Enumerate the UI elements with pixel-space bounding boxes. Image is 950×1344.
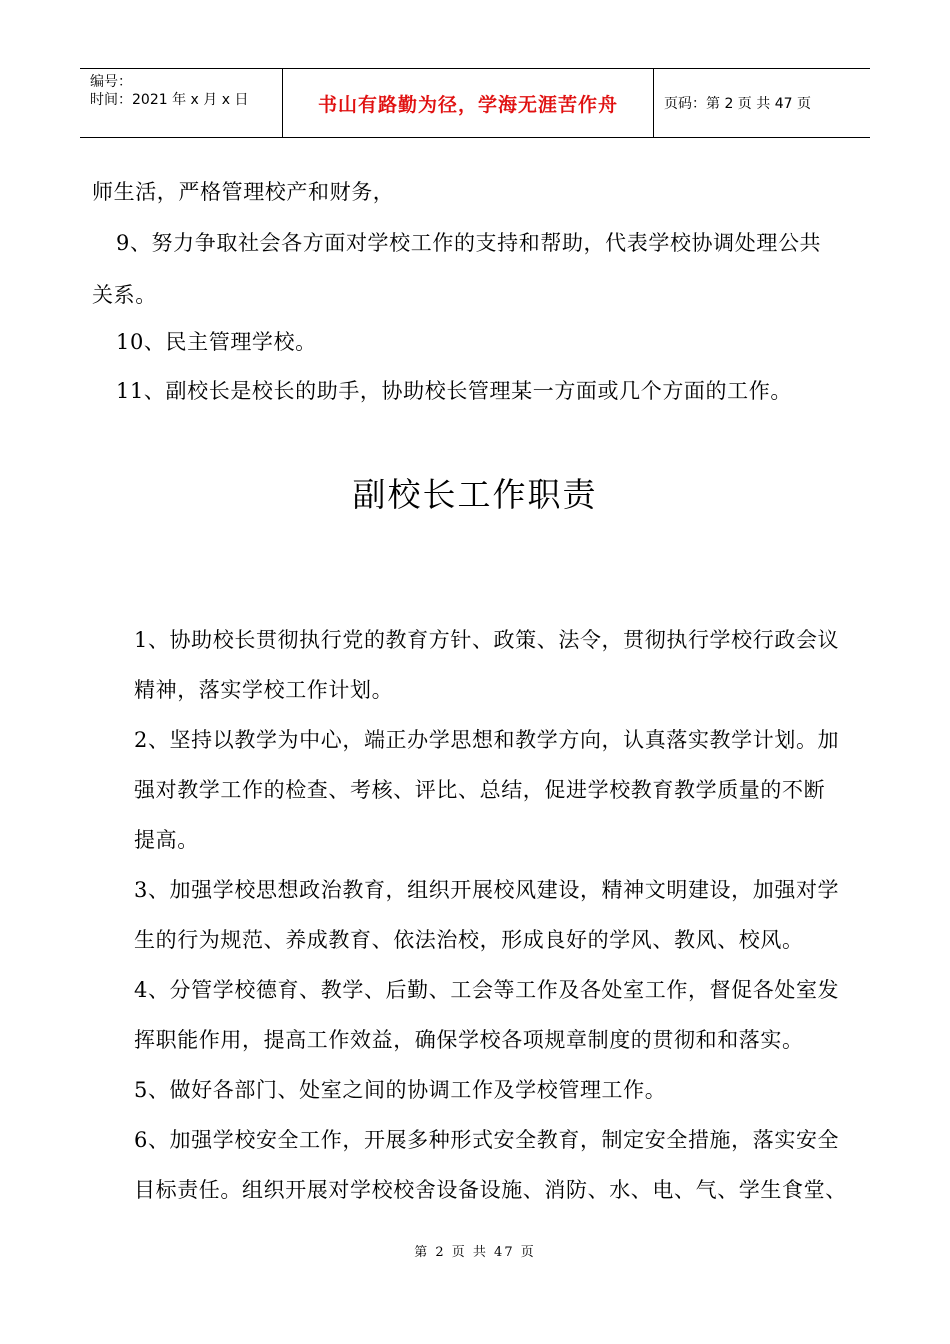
section-line: 5、做好各部门、处室之间的协调工作及学校管理工作。 <box>134 1078 667 1102</box>
document-header <box>80 68 870 138</box>
paragraph-line: 11、副校长是校长的助手，协助校长管理某一方面或几个方面的工作。 <box>116 379 792 403</box>
header-page-cell <box>654 69 870 137</box>
section-line: 2、坚持以教学为中心，端正办学思想和教学方向，认真落实教学计划。加 <box>134 728 840 752</box>
header-motto: 书山有路勤为径，学海无涯苦作舟 <box>317 93 618 116</box>
section-line: 1、协助校长贯彻执行党的教育方针、政策、法令，贯彻执行学校行政会议 <box>134 628 840 652</box>
section-line: 生的行为规范、养成教育、依法治校，形成良好的学风、教风、校风。 <box>134 928 804 952</box>
section-line: 6、加强学校安全工作，开展多种形式安全教育，制定安全措施，落实安全 <box>134 1128 840 1152</box>
paragraph-line: 9、努力争取社会各方面对学校工作的支持和帮助，代表学校协调处理公共 <box>116 231 822 255</box>
section-line: 提高。 <box>134 828 199 852</box>
section-line: 目标责任。组织开展对学校校舍设备设施、消防、水、电、气、学生食堂、 <box>134 1178 847 1202</box>
section-line: 精神，落实学校工作计划。 <box>134 678 394 702</box>
section-line: 挥职能作用，提高工作效益，确保学校各项规章制度的贯彻和和落实。 <box>134 1028 804 1052</box>
section-line: 强对教学工作的检查、考核、评比、总结，促进学校教育教学质量的不断 <box>134 778 826 802</box>
document-code-label: 编号： <box>90 74 132 90</box>
header-page-info: 页码：第 2 页 共 47 页 <box>664 96 811 112</box>
page-footer: 第 2 页 共 47 页 <box>414 1245 536 1260</box>
header-motto-cell <box>282 69 654 137</box>
section-line: 4、分管学校德育、教学、后勤、工会等工作及各处室工作，督促各处室发 <box>134 978 840 1002</box>
document-time-label: 时间：2021 年 x 月 x 日 <box>90 92 249 108</box>
paragraph-line: 关系。 <box>92 283 157 307</box>
header-meta-cell <box>80 69 282 137</box>
paragraph-line: 师生活，严格管理校产和财务， <box>92 180 395 204</box>
paragraph-line: 10、民主管理学校。 <box>116 330 317 354</box>
section-line: 3、加强学校思想政治教育，组织开展校风建设，精神文明建设，加强对学 <box>134 878 840 902</box>
section-title: 副校长工作职责 <box>352 475 598 514</box>
